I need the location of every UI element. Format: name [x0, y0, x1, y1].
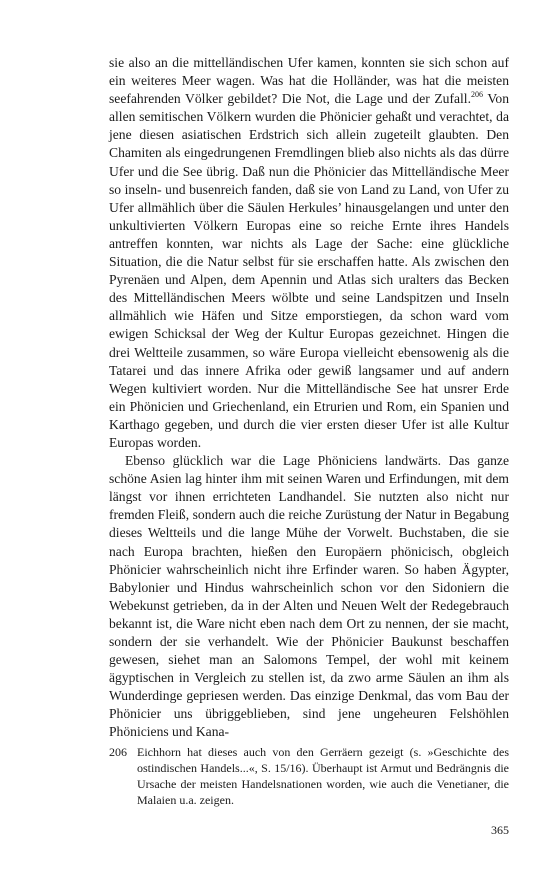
footnote-number: 206 [109, 745, 127, 759]
paragraph-1-text-b: Von allen semitischen Völkern wurden die Phönicier gehaßt und verachtet, da jene diesen asiatischen Erdstrich sich allein zugeteilt glaubten. Den Chamiten als eingedrungenen Fremdlingen blieb also nichts als das dürre Ufer und die See übrig. Daß nun die Phönicier das Mittelländische Meer so inseln- und busenreich fanden, daß sie von Land zu Land, von Ufer zu Ufer allmählich über die Säulen Herkules’ hinausgelangen und unter den unkultivierten Völkern Europas eine so reiche Ernte ihres Handels antreffen konnten, war nichts als Lage der Sache: eine glückliche Situation, die die Natur selbst für sie erschaffen hatte. Als zwischen den Pyrenäen und Alpen, dem Apennin und Atlas sich uralters das Becken des Mittelländischen Meers wölbte und seine Landspitzen und Inseln allmählich wie Häfen und Sitze emporstiegen, da schon ward vom ewigen Schicksal der Weg der Kultur Europas gezeichnet. Hingen die drei Weltteile zusammen, so wäre Europa vielleicht ebensowenig als die Tatarei und das innere Afrika oder gewiß langsamer und auf andern Wegen kultiviert worden. Nur die Mittelländische See hat unsrer Erde ein Phönicien und Griechenland, ein Etrurien und Rom, ein Spanien und Karthago gegeben, und durch die vier ersten dieser Ufer ist alle Kultur Europas worden. [109, 91, 509, 450]
paragraph-1 [109, 54, 509, 452]
page-number: 365 [491, 823, 509, 837]
main-text [109, 54, 509, 742]
paragraph-1-text-a: sie also an die mittelländischen Ufer kamen, konnten sie sich schon auf ein weiteres Meer wagen. Was hat die Holländer, was hat die meisten seefahrenden Völker gebildet? Die Not, die Lage und der Zufall. [109, 55, 509, 107]
footnote-text: Eichhorn hat dieses auch von den Gerräern gezeigt (s. »Geschichte des ostindischen Handels...«, S. 15/16). Überhaupt ist Armut und Bedrängnis die Ursache der meisten Handelsnationen worden, wie auch die Venetianer, die Malaien u.a. zeigen. [137, 745, 509, 808]
footnote-reference: 206 [470, 90, 483, 100]
footnotes [109, 744, 509, 808]
footnote [109, 744, 509, 808]
paragraph-2: Ebenso glücklich war die Lage Phöniciens landwärts. Das ganze schöne Asien lag hinter ihm mit seinen Waren und Erfindungen, mit dem längst vor ihnen errichteten Landhandel. Sie nutzten also nicht nur fremden Fleiß, sondern auch die reiche Zurüstung der Natur in Begabung dieses Weltteils und die lange Mühe der Vorwelt. Buchstaben, die sie nach Europa brachten, hießen den Europäern phönicisch, obgleich Phönicier wahrscheinlich nicht ihre Erfinder waren. So haben Ägypter, Babylonier und Hindus wahrscheinlich schon vor den Sidoniern die Webekunst getrieben, da in der Alten und Neuen Welt der Redegebrauch bekannt ist, die Ware nicht eben nach dem Ort zu nennen, der sie macht, sondern der sie verhandelt. Wie der Phönicier Baukunst beschaffen gewesen, siehet man an Salomons Tempel, der wohl mit keinem ägyptischen in Vergleich zu stellen ist, da zwo arme Säulen an ihm als Wunderdinge gepriesen werden. Das einzige Denkmal, das vom Bau der Phönicier uns übriggeblieben, sind jene ungeheuren Felshöhlen Phöniciens und Kana- [109, 453, 509, 740]
